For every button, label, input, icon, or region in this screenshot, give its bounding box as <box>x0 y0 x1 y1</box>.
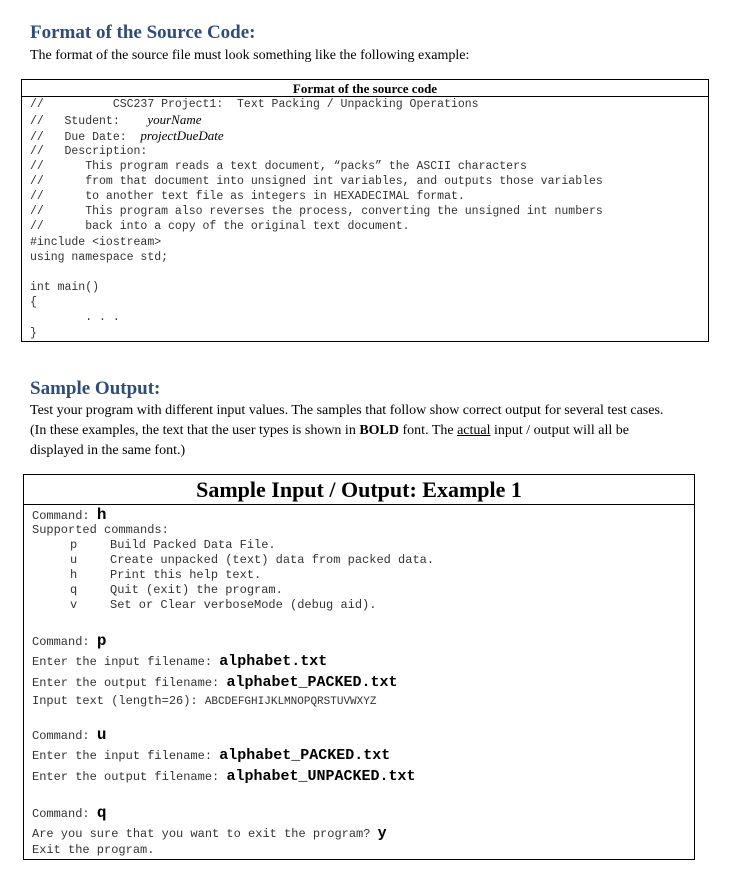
input-filename-line <box>32 746 390 766</box>
command-label: Command: <box>32 509 97 523</box>
input-filename-prompt: Enter the input filename: <box>32 749 220 763</box>
sample-output-para-3: displayed in the same font.) <box>30 443 186 458</box>
code-line: int main() <box>30 281 100 294</box>
source-code-box <box>21 79 709 342</box>
code-line: // This program reads a text document, “packs” the ASCII characters <box>30 160 527 173</box>
output-filename-line <box>32 767 415 787</box>
code-line: // CSC237 Project1: Text Packing / Unpacking Operations <box>30 98 479 111</box>
code-line: // Description: <box>30 145 148 158</box>
command-desc: Set or Clear verboseMode (debug aid). <box>110 598 377 612</box>
code-line: #include <iostream> <box>30 236 162 249</box>
input-text-label: Input text (length=26): <box>32 694 205 708</box>
command-key: p <box>70 538 78 552</box>
para-2-text-b: font. The <box>399 423 458 438</box>
sample-io-box <box>23 474 695 860</box>
command-line-4 <box>32 803 106 823</box>
section-heading-source-format: Format of the Source Code: <box>30 22 256 43</box>
command-key: h <box>70 568 78 582</box>
command-label: Command: <box>32 635 97 649</box>
command-line-2 <box>32 631 106 651</box>
user-input: alphabet.txt <box>219 653 328 670</box>
output-filename-line <box>32 673 397 693</box>
input-text-value: ABCDEFGHIJKLMNOPQRSTUVWXYZ <box>204 696 377 708</box>
user-input: u <box>96 726 107 744</box>
code-line: { <box>30 296 37 309</box>
command-key: u <box>70 553 78 567</box>
user-input: y <box>377 825 387 842</box>
para-2-bold: BOLD <box>359 423 400 438</box>
code-line: using namespace std; <box>30 251 169 264</box>
code-line: // back into a copy of the original text document. <box>30 220 410 233</box>
command-line-3 <box>32 725 106 745</box>
command-label: Command: <box>32 729 97 743</box>
para-2-underlined: actual <box>457 423 491 438</box>
command-desc: Create unpacked (text) data from packed data. <box>110 553 435 567</box>
output-filename-prompt: Enter the output filename: <box>32 676 227 690</box>
code-line-student <box>30 112 202 127</box>
code-line: } <box>30 327 37 340</box>
code-line: // to another text file as integers in HEXADECIMAL format. <box>30 190 465 203</box>
code-line: . . . <box>30 311 120 324</box>
command-key: q <box>70 583 78 597</box>
user-input: q <box>96 804 107 822</box>
source-format-intro: The format of the source file must look something like the following example: <box>30 48 470 63</box>
code-line-due-date <box>30 128 224 143</box>
command-desc: Print this help text. <box>110 568 262 582</box>
input-text-line <box>32 691 376 711</box>
command-key: v <box>70 598 78 612</box>
command-line-1 <box>32 505 106 525</box>
code-line: // from that document into unsigned int variables, and outputs those variables <box>30 175 603 188</box>
user-input: alphabet_PACKED.txt <box>219 747 391 764</box>
command-label: Command: <box>32 807 97 821</box>
user-input: alphabet_UNPACKED.txt <box>226 768 416 785</box>
para-2-text-c: input / output will all be <box>490 423 629 438</box>
input-filename-line <box>32 652 327 672</box>
section-heading-sample-output: Sample Output: <box>30 378 161 399</box>
student-placeholder: yourName <box>147 112 202 127</box>
user-input: p <box>96 632 107 650</box>
code-line: // This program also reverses the process, converting the unsigned int numbers <box>30 205 603 218</box>
command-desc: Build Packed Data File. <box>110 538 276 552</box>
sample-output-para-1: Test your program with different input values. The samples that follow show correct output for several test cases. <box>30 403 664 418</box>
command-desc: Quit (exit) the program. <box>110 583 283 597</box>
user-input: alphabet_PACKED.txt <box>226 674 398 691</box>
code-line-due-date-label: // Due Date: <box>30 131 141 144</box>
user-input: h <box>96 506 107 524</box>
sample-io-box-title: Sample Input / Output: Example 1 <box>24 475 694 505</box>
due-date-placeholder: projectDueDate <box>140 128 224 143</box>
exit-confirm-prompt: Are you sure that you want to exit the program? <box>32 827 378 841</box>
code-line-student-label: // Student: <box>30 115 148 128</box>
sample-output-para-2 <box>30 421 629 441</box>
exit-message: Exit the program. <box>32 843 155 857</box>
para-2-text-a: (In these examples, the text that the user types is shown in <box>30 423 360 438</box>
source-code-box-title: Format of the source code <box>22 80 708 97</box>
supported-commands-label: Supported commands: <box>32 523 169 537</box>
output-filename-prompt: Enter the output filename: <box>32 770 227 784</box>
input-filename-prompt: Enter the input filename: <box>32 655 220 669</box>
